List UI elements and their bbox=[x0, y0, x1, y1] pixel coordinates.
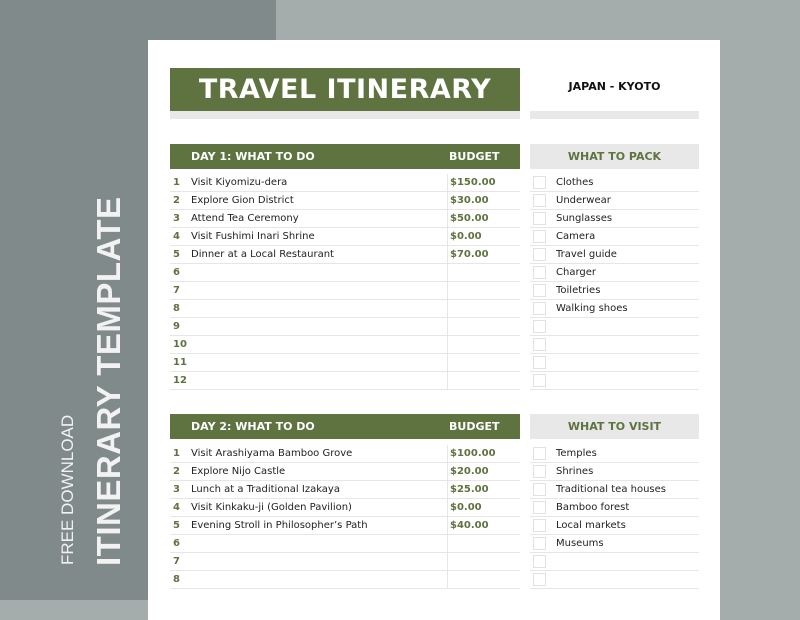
row-number: 7 bbox=[173, 556, 180, 567]
list-item bbox=[530, 553, 699, 571]
row-number: 8 bbox=[173, 574, 180, 585]
budget-cell[interactable]: $100.00 bbox=[447, 445, 520, 463]
activity-cell[interactable]: Lunch at a Traditional Izakaya bbox=[191, 484, 340, 495]
title-underbar bbox=[170, 111, 520, 119]
day2-header bbox=[170, 414, 520, 439]
side-banner bbox=[0, 0, 150, 600]
day2-heading: DAY 2: WHAT TO DO bbox=[191, 420, 315, 433]
item-label: Underwear bbox=[556, 195, 611, 206]
itinerary-page bbox=[148, 40, 720, 620]
list-item bbox=[530, 318, 699, 336]
row-number: 6 bbox=[173, 267, 180, 278]
checkbox[interactable] bbox=[533, 555, 546, 568]
table-row bbox=[170, 481, 520, 499]
activity-cell[interactable]: Visit Kiyomizu-dera bbox=[191, 177, 288, 188]
list-item bbox=[530, 282, 699, 300]
row-number: 1 bbox=[173, 177, 180, 188]
row-number: 5 bbox=[173, 520, 180, 531]
activity-cell[interactable]: Explore Nijo Castle bbox=[191, 466, 286, 477]
checkbox[interactable] bbox=[533, 537, 546, 550]
table-row bbox=[170, 517, 520, 535]
checkbox[interactable] bbox=[533, 465, 546, 478]
item-label: Temples bbox=[556, 448, 597, 459]
row-number: 3 bbox=[173, 484, 180, 495]
free-download-label: FREE DOWNLOAD bbox=[58, 414, 77, 565]
row-number: 12 bbox=[173, 375, 187, 386]
row-number: 2 bbox=[173, 466, 180, 477]
row-number: 2 bbox=[173, 195, 180, 206]
table-row bbox=[170, 463, 520, 481]
checkbox[interactable] bbox=[533, 176, 546, 189]
row-number: 10 bbox=[173, 339, 187, 350]
activity-cell[interactable]: Visit Fushimi Inari Shrine bbox=[191, 231, 315, 242]
activity-cell[interactable]: Visit Arashiyama Bamboo Grove bbox=[191, 448, 353, 459]
activity-cell[interactable]: Explore Gion District bbox=[191, 195, 294, 206]
budget-cell[interactable] bbox=[447, 300, 520, 318]
checkbox[interactable] bbox=[533, 302, 546, 315]
visit-heading: WHAT TO VISIT bbox=[530, 414, 699, 439]
checkbox[interactable] bbox=[533, 212, 546, 225]
checkbox[interactable] bbox=[533, 284, 546, 297]
page-title: TRAVEL ITINERARY bbox=[170, 68, 520, 111]
budget-cell[interactable] bbox=[447, 553, 520, 571]
budget-cell[interactable]: $40.00 bbox=[447, 517, 520, 535]
item-label: Clothes bbox=[556, 177, 594, 188]
list-item bbox=[530, 445, 699, 463]
table-row bbox=[170, 571, 520, 589]
destination: JAPAN - KYOTO bbox=[568, 80, 661, 93]
table-row bbox=[170, 354, 520, 372]
list-item bbox=[530, 300, 699, 318]
table-row bbox=[170, 192, 520, 210]
pack-heading: WHAT TO PACK bbox=[530, 144, 699, 169]
activity-cell[interactable]: Attend Tea Ceremony bbox=[191, 213, 299, 224]
checkbox[interactable] bbox=[533, 447, 546, 460]
item-label: Local markets bbox=[556, 520, 626, 531]
row-number: 5 bbox=[173, 249, 180, 260]
budget-cell[interactable] bbox=[447, 318, 520, 336]
checkbox[interactable] bbox=[533, 374, 546, 387]
checkbox[interactable] bbox=[533, 248, 546, 261]
table-row bbox=[170, 282, 520, 300]
activity-cell[interactable]: Dinner at a Local Restaurant bbox=[191, 249, 334, 260]
checkbox[interactable] bbox=[533, 573, 546, 586]
item-label: Camera bbox=[556, 231, 596, 242]
budget-cell[interactable]: $50.00 bbox=[447, 210, 520, 228]
budget-cell[interactable]: $150.00 bbox=[447, 174, 520, 192]
row-number: 6 bbox=[173, 538, 180, 549]
budget-cell[interactable]: $30.00 bbox=[447, 192, 520, 210]
list-item bbox=[530, 517, 699, 535]
item-label: Traditional tea houses bbox=[556, 484, 666, 495]
table-row bbox=[170, 336, 520, 354]
budget-cell[interactable]: $70.00 bbox=[447, 246, 520, 264]
budget-cell[interactable] bbox=[447, 372, 520, 390]
budget-cell[interactable] bbox=[447, 264, 520, 282]
budget-cell[interactable] bbox=[447, 354, 520, 372]
row-number: 9 bbox=[173, 321, 180, 332]
day2-budget-heading: BUDGET bbox=[449, 420, 500, 433]
item-label: Charger bbox=[556, 267, 596, 278]
list-item bbox=[530, 499, 699, 517]
checkbox[interactable] bbox=[533, 519, 546, 532]
row-number: 4 bbox=[173, 502, 180, 513]
day1-heading: DAY 1: WHAT TO DO bbox=[191, 150, 315, 163]
row-number: 4 bbox=[173, 231, 180, 242]
list-item bbox=[530, 354, 699, 372]
checkbox[interactable] bbox=[533, 356, 546, 369]
list-item bbox=[530, 174, 699, 192]
destination-underbar bbox=[530, 111, 699, 119]
table-row bbox=[170, 499, 520, 517]
item-label: Museums bbox=[556, 538, 604, 549]
activity-cell[interactable]: Visit Kinkaku-ji (Golden Pavilion) bbox=[191, 502, 352, 513]
table-row bbox=[170, 445, 520, 463]
table-row bbox=[170, 264, 520, 282]
item-label: Travel guide bbox=[556, 249, 617, 260]
budget-cell[interactable] bbox=[447, 282, 520, 300]
checkbox[interactable] bbox=[533, 266, 546, 279]
row-number: 11 bbox=[173, 357, 187, 368]
budget-cell[interactable] bbox=[447, 336, 520, 354]
item-label: Sunglasses bbox=[556, 213, 613, 224]
row-number: 1 bbox=[173, 448, 180, 459]
row-number: 8 bbox=[173, 303, 180, 314]
table-row bbox=[170, 228, 520, 246]
budget-cell[interactable]: $20.00 bbox=[447, 463, 520, 481]
checkbox[interactable] bbox=[533, 320, 546, 333]
budget-cell[interactable]: $0.00 bbox=[447, 499, 520, 517]
list-item bbox=[530, 535, 699, 553]
activity-cell[interactable]: Evening Stroll in Philosopher’s Path bbox=[191, 520, 368, 531]
checkbox[interactable] bbox=[533, 338, 546, 351]
checkbox[interactable] bbox=[533, 483, 546, 496]
list-item bbox=[530, 228, 699, 246]
budget-cell[interactable]: $25.00 bbox=[447, 481, 520, 499]
list-item bbox=[530, 571, 699, 589]
item-label: Shrines bbox=[556, 466, 594, 477]
list-item bbox=[530, 246, 699, 264]
checkbox[interactable] bbox=[533, 194, 546, 207]
table-row bbox=[170, 318, 520, 336]
checkbox[interactable] bbox=[533, 501, 546, 514]
budget-cell[interactable]: $0.00 bbox=[447, 228, 520, 246]
budget-cell[interactable] bbox=[447, 571, 520, 589]
table-row bbox=[170, 210, 520, 228]
row-number: 7 bbox=[173, 285, 180, 296]
list-item bbox=[530, 264, 699, 282]
list-item bbox=[530, 372, 699, 390]
row-number: 3 bbox=[173, 213, 180, 224]
list-item bbox=[530, 192, 699, 210]
item-label: Bamboo forest bbox=[556, 502, 630, 513]
table-row bbox=[170, 300, 520, 318]
list-item bbox=[530, 481, 699, 499]
table-row bbox=[170, 553, 520, 571]
table-row bbox=[170, 174, 520, 192]
list-item bbox=[530, 210, 699, 228]
checkbox[interactable] bbox=[533, 230, 546, 243]
day1-budget-heading: BUDGET bbox=[449, 150, 500, 163]
budget-cell[interactable] bbox=[447, 535, 520, 553]
item-label: Toiletries bbox=[556, 285, 601, 296]
item-label: Walking shoes bbox=[556, 303, 628, 314]
table-row bbox=[170, 535, 520, 553]
table-row bbox=[170, 372, 520, 390]
table-row bbox=[170, 246, 520, 264]
list-item bbox=[530, 336, 699, 354]
list-item bbox=[530, 463, 699, 481]
day1-header bbox=[170, 144, 520, 169]
template-title: ITINERARY TEMPLATE bbox=[90, 196, 127, 566]
